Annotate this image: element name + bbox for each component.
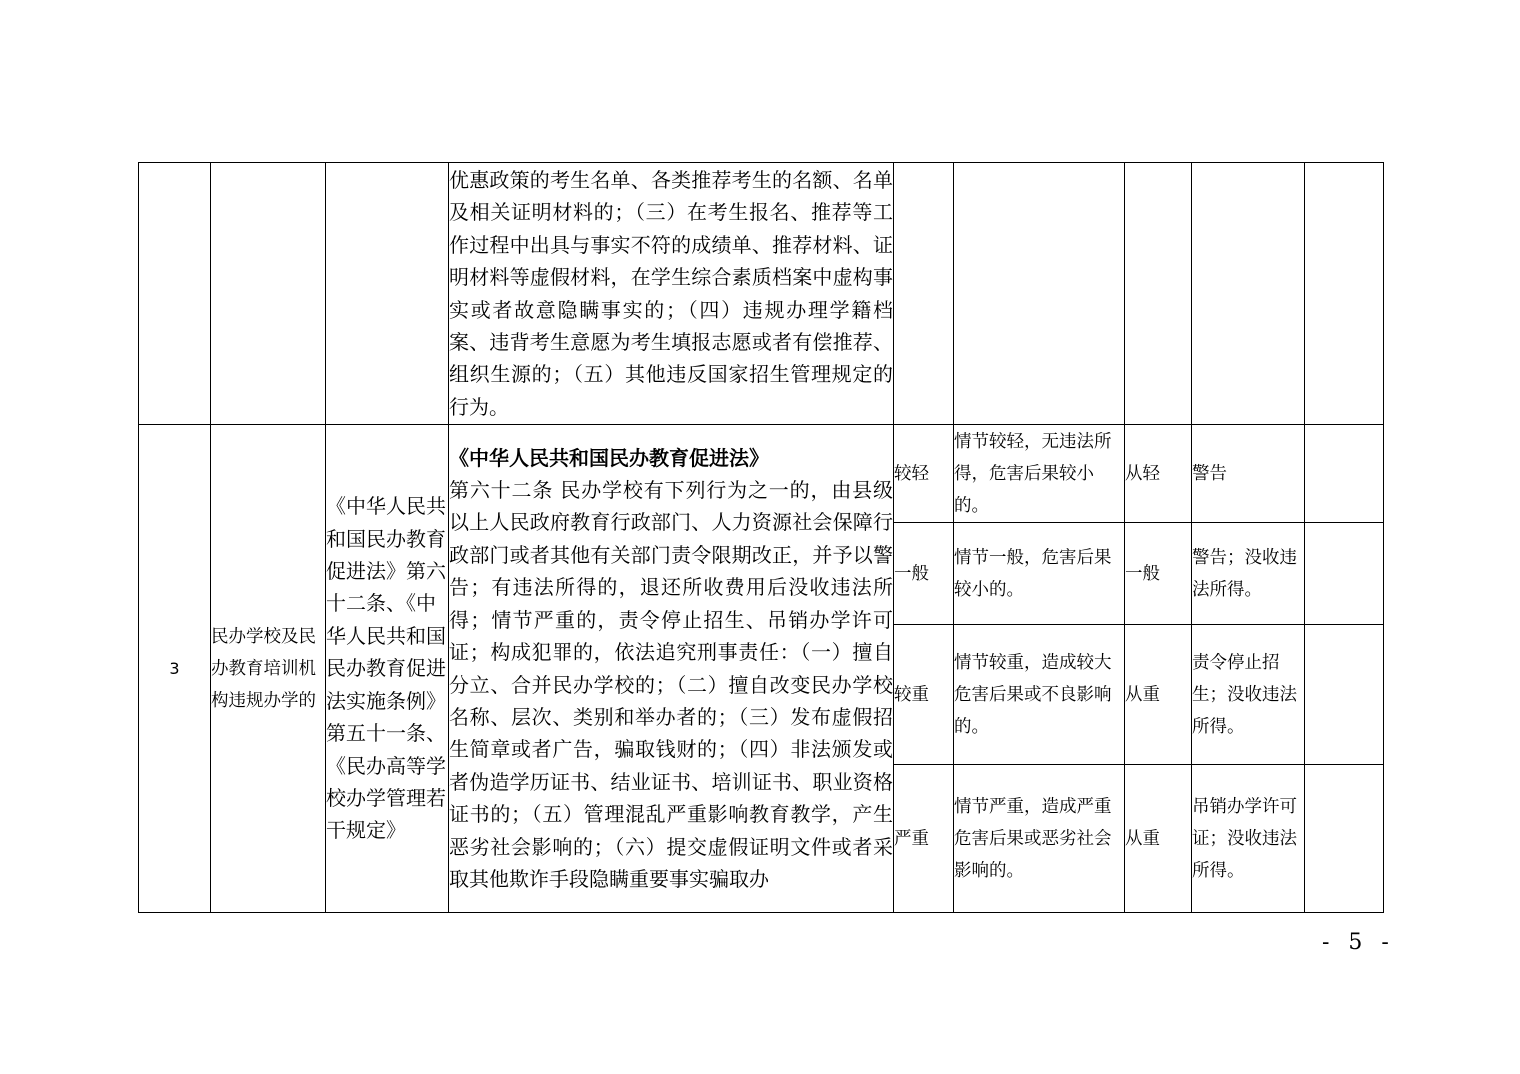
violation-description: 民办学校及民办教育培训机构违规办学的 <box>211 425 326 913</box>
violation-cell <box>211 163 326 425</box>
item-number: 3 <box>139 425 211 913</box>
penalty-text: 责令停止招生；没收违法所得。 <box>1192 625 1305 765</box>
penalty-text: 吊销办学许可证；没收违法所得。 <box>1192 765 1305 913</box>
number-cell <box>139 163 211 425</box>
table-row-continuation <box>139 163 1384 425</box>
penalty-cell <box>1192 163 1305 425</box>
level-label: 一般 <box>894 523 954 625</box>
basis-cell <box>326 163 449 425</box>
penalty-text: 警告 <box>1192 425 1305 523</box>
circumstance-text: 情节较重，造成较大危害后果或不良影响的。 <box>954 625 1125 765</box>
circumstance-text: 情节较轻，无违法所得，危害后果较小的。 <box>954 425 1125 523</box>
law-content-cell <box>449 425 894 913</box>
remark-cell <box>1305 625 1384 765</box>
level-cell <box>894 163 954 425</box>
remark-cell <box>1305 163 1384 425</box>
discretion-cell <box>1125 163 1192 425</box>
legal-basis: 《中华人民共和国民办教育促进法》第六十二条、《中华人民共和国民办教育促进法实施条例》第五十一条、《民办高等学校办学管理若干规定》 <box>326 425 449 913</box>
discretion-label: 一般 <box>1125 523 1192 625</box>
law-content-cell: 优惠政策的考生名单、各类推荐考生的名额、名单及相关证明材料的；（三）在考生报名、推荐等工作过程中出具与事实不符的成绩单、推荐材料、证明材料等虚假材料，在学生综合素质档案中虚构事实或者故意隐瞒事实的；（四）违规办理学籍档案、违背考生意愿为考生填报志愿或者有偿推荐、组织生源的；（五）其他违反国家招生管理规定的行为。 <box>449 163 894 425</box>
remark-cell <box>1305 425 1384 523</box>
circumstance-cell <box>954 163 1125 425</box>
circumstance-text: 情节一般，危害后果较小的。 <box>954 523 1125 625</box>
penalty-table <box>138 162 1384 913</box>
law-text: 第六十二条 民办学校有下列行为之一的，由县级以上人民政府教育行政部门、人力资源社会保障行政部门或者其他有关部门责令限期改正，并予以警告；有违法所得的，退还所收费用后没收违法所得；情节严重的，责令停止招生、吊销办学许可证；构成犯罪的，依法追究刑事责任：（一）擅自分立、合并民办学校的；（二）擅自改变民办学校名称、层次、类别和举办者的；（三）发布虚假招生简章或者广告，骗取钱财的；（四）非法颁发或者伪造学历证书、结业证书、培训证书、职业资格证书的；（五）管理混乱严重影响教育教学，产生恶劣社会影响的；（六）提交虚假证明文件或者采取其他欺诈手段隐瞒重要事实骗取办 <box>449 478 893 891</box>
discretion-label: 从轻 <box>1125 425 1192 523</box>
law-title: 《中华人民共和国民办教育促进法》 <box>449 445 769 470</box>
penalty-text: 警告；没收违法所得。 <box>1192 523 1305 625</box>
circumstance-text: 情节严重，造成严重危害后果或恶劣社会影响的。 <box>954 765 1125 913</box>
remark-cell <box>1305 523 1384 625</box>
discretion-label: 从重 <box>1125 765 1192 913</box>
level-label: 严重 <box>894 765 954 913</box>
remark-cell <box>1305 765 1384 913</box>
level-label: 较重 <box>894 625 954 765</box>
page-number: - 5 - <box>1322 930 1395 955</box>
discretion-label: 从重 <box>1125 625 1192 765</box>
level-label: 较轻 <box>894 425 954 523</box>
table-row <box>139 425 1384 523</box>
